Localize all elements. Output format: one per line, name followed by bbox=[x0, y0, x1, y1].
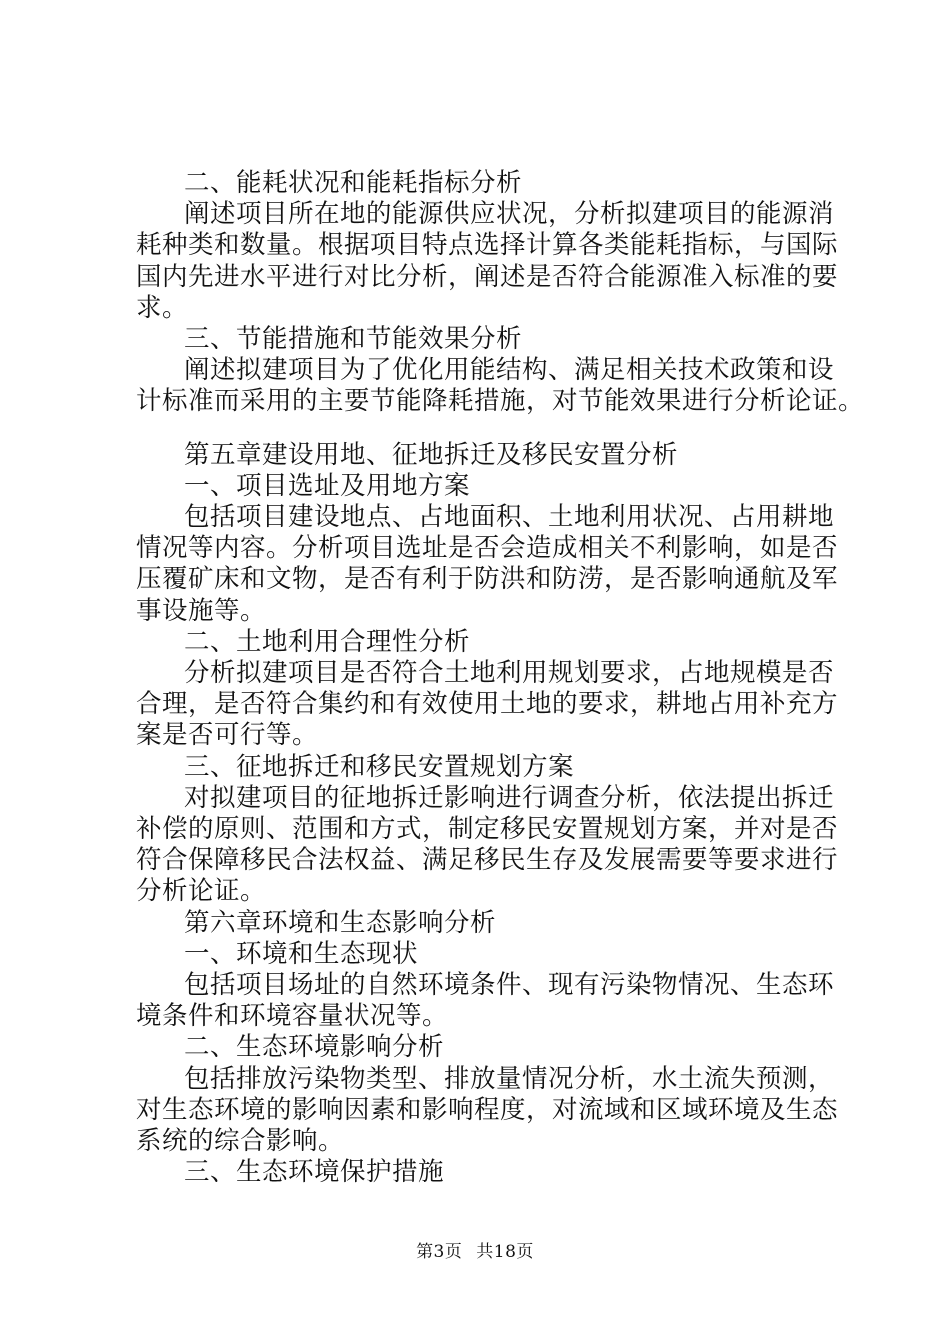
paragraph-line: 符合保障移民合法权益、满足移民生存及发展需要等要求进行 bbox=[136, 845, 839, 876]
paragraph-line: 国内先进水平进行对比分析，阐述是否符合能源准入标准的要 bbox=[136, 261, 839, 292]
paragraph-line: 阐述拟建项目为了优化用能结构、满足相关技术政策和设 bbox=[184, 355, 835, 386]
paragraph-line: 事设施等。 bbox=[136, 595, 267, 626]
page-footer bbox=[0, 1240, 950, 1264]
page-number: 第3页 bbox=[416, 1242, 463, 1262]
section-heading: 一、项目选址及用地方案 bbox=[184, 470, 471, 501]
section-heading: 三、生态环境保护措施 bbox=[184, 1157, 445, 1188]
chapter-heading: 第五章建设用地、征地拆迁及移民安置分析 bbox=[184, 439, 679, 470]
paragraph-line: 分析论证。 bbox=[136, 876, 267, 907]
paragraph-line: 系统的综合影响。 bbox=[136, 1126, 345, 1157]
section-heading: 二、土地利用合理性分析 bbox=[184, 626, 471, 657]
paragraph-line: 求。 bbox=[136, 292, 189, 323]
paragraph-line: 合理，是否符合集约和有效使用土地的要求，耕地占用补充方 bbox=[136, 689, 839, 720]
paragraph-line: 压覆矿床和文物，是否有利于防洪和防涝，是否影响通航及军 bbox=[136, 564, 839, 595]
document-body bbox=[136, 168, 865, 1189]
section-heading: 三、征地拆迁和移民安置规划方案 bbox=[184, 751, 575, 782]
paragraph-line: 补偿的原则、范围和方式，制定移民安置规划方案，并对是否 bbox=[136, 814, 839, 845]
paragraph-line: 耗种类和数量。根据项目特点选择计算各类能耗指标，与国际 bbox=[136, 230, 839, 261]
paragraph-line: 对生态环境的影响因素和影响程度，对流域和区域环境及生态 bbox=[136, 1094, 839, 1125]
section-heading: 二、能耗状况和能耗指标分析 bbox=[184, 168, 523, 198]
paragraph-gap bbox=[136, 418, 842, 440]
paragraph-line: 分析拟建项目是否符合土地利用规划要求，占地规模是否 bbox=[184, 658, 835, 689]
section-heading: 二、生态环境影响分析 bbox=[184, 1032, 445, 1063]
page-total: 共18页 bbox=[476, 1242, 534, 1262]
paragraph-line: 境条件和环境容量状况等。 bbox=[136, 1001, 449, 1032]
paragraph-line: 包括排放污染物类型、排放量情况分析，水土流失预测， bbox=[184, 1063, 835, 1094]
paragraph-line: 计标准而采用的主要节能降耗措施，对节能效果进行分析论证。 bbox=[136, 386, 865, 417]
paragraph-line: 包括项目场址的自然环境条件、现有污染物情况、生态环 bbox=[184, 970, 835, 1001]
section-heading: 三、节能措施和节能效果分析 bbox=[184, 324, 523, 355]
paragraph-line: 情况等内容。分析项目选址是否会造成相关不利影响，如是否 bbox=[136, 533, 839, 564]
paragraph-line: 案是否可行等。 bbox=[136, 720, 319, 751]
paragraph-line: 阐述项目所在地的能源供应状况，分析拟建项目的能源消 bbox=[184, 199, 835, 230]
section-heading: 一、环境和生态现状 bbox=[184, 938, 419, 969]
paragraph-line: 对拟建项目的征地拆迁影响进行调查分析，依法提出拆迁 bbox=[184, 782, 835, 813]
chapter-heading: 第六章环境和生态影响分析 bbox=[184, 907, 497, 938]
paragraph-line: 包括项目建设地点、占地面积、土地利用状况、占用耕地 bbox=[184, 502, 835, 533]
